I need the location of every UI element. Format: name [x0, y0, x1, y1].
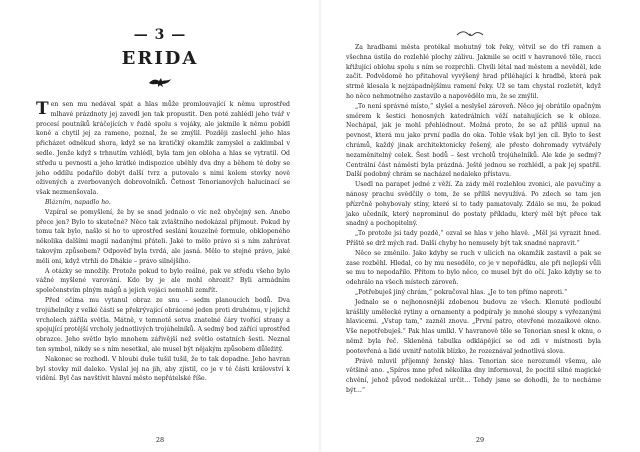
chapter-title: ERIDA	[121, 48, 199, 69]
paragraph: Jednalo se o nejhonosnější zdobenou budovu ze všech. Klenuté podloubí krášlily umělecké rytiny a ornamenty a podpíraly je mnohé sloupy s vyřezanými hlavicemi. „Vstup tam,“ zazněl znovu. „První patro, otevřené mozaikové okno. Vše nepotřebuješ.“ Pak hlas umlkl. V havranově těle se Tenorian snesl k oknu, o němž byla řeč. Skleněná tabulka odklápějící se od zdi v místnosti byla pootevřená a lidé uvnitř natolik blízko, že rozeznával jednotlivá slova.	[346, 298, 601, 355]
page-number: 28	[155, 436, 165, 444]
paragraph: Ten sen mu nedával spát a hlas může promlouvající k němu uprostřed mlhavé prázdnoty jej zavedl jen tak propustit. Den poté zahlédl jeho tvář v procesí poutníků kráčejících v řadě spolu s vojáky, ale jakmile k němu pobídl koně a chytil jej za rameno, poznal, že se zmýlil. Později zaslechl jeho hlas přicházet odněkud shora, když se na kratičký okamžik zamyslel a zaklimbal v sedle. Jenže když s trhnutím vzhlédl, byla tam jen obloha a hlas se vytratil. Od středu u pevnosti a jeho krátké indispozice uběhly dva dny a během té doby se jeho oddílu podařilo dobýt další tvrz a putovalo s nimi kolem stovky nově oživených a zverbovaných dobrovolníků. Četnost Tenorianových halucinací se však nezmenšovala.	[36, 99, 290, 197]
body-text-right	[346, 43, 601, 396]
drop-cap: T	[36, 99, 49, 119]
paragraph: „To protože jsi tady pozdě,“ ozval se hlas v jeho hlavě. „Měl jsi vyrazit hned. Příště se drž mých rad. Další chyby ho nemusely být tak snadné napravit.“	[346, 230, 601, 247]
paragraph: Nakonec se rozhodl. V hloubi duše tušil tušil, že to tak dopadne. Jeho havran byl stovky mil daleko. Vyslal jej na jih, aby zjistil, co je v té části království k vidění. Byl čas navštívit hlavní město nepřátelské říše.	[36, 355, 290, 383]
flourish-icon	[455, 30, 485, 38]
paragraph: Usedl na parapet jedné z věží. Za zády měl rozlehlou zvonici, ale pavučiny a nánosy prachu svědčily o tom, že se příliš nevyužívá. Po zdech se tam jen přízrčně pohybovaly stíny, které si to tady pamatovaly. Zdálo se mu, že pokud jako učedník, který neprominul do postaty příkladu, který měl být přece tak snadný a pochopitelný.	[346, 181, 601, 228]
body-text-left	[36, 100, 290, 384]
paragraph: „To není správné místo,“ slyšel a neslyšel zároveň. Něco jej obrátilo opačným směrem k šestici honosných katedrálních věží natahujících se k obloze. Nechápal, jak je mohl přehlédnout. Možná proto, že se až příliš upnul na pevnost, která mu jako první padla do oka. Tohle však byl jen cíl. Bylo to šest chrámů, každý jinak architektonicky řešený, ale přesto dohromady vytvářely nezaměnitelný celek. Šest bodů – šest vrcholů trojúhelníků. Ale kde je sedmý? Centrální část náměstí byla prázdná. Ještě jednou se rozhlédl, a pak jej spatřil. Další podobný chrám se nacházel nedaleko přístavu.	[346, 102, 601, 179]
paragraph: Za hradbami města protékal mohutný tok řeky, větvil se do tří ramen a všechna ústila do rozlehlé plochy zálivu. Jakmile se ocitl v havranově těle, racci křižující oblohu spolu s ním se rozprchli. Chvíli létal nad městem a nevěděl, kde začít. Podvědomě ho přitahoval vyvýšený hrad přiléhající k hradbě, která pak strmě klesala k nejzápadnějšímu ramení řeky. Už se tam chystal rozletět, když ho něco nehmotného zastavilo a napovědělo mu, že se zmýlil.	[346, 44, 601, 100]
paragraph: Něco se změnilo. Jako kdyby se ruch v ulicích na okamžik zastavil a pak se zase rozběhl. Hledal, co by mu nesedělo, co je v nepořádku, ale při nejlepší vůli se mu to nepodařilo. Přitom to bylo něco, co musel být do očí. Jako kdyby se to odehrálo na všech místech zároveň.	[346, 249, 601, 287]
paragraph: Před očima mu vytanul obraz ze snu – sedm planoucích bodů. Dva trojúhelníky z velké části se překrývající obrácené jeden proti druhému, v jejichž vrcholech zářila světla. Mátně, v temnotě sotva znatelné čáry tvořící strany a spojující protější vrcholy jednotlivých trojúhelníků. A sedmý bod zářící uprostřed obrazce. Jeho světlo bylo mnohem zářivější než světlo ostatních šesti. Neznal ten symbol, nikdy se s ním nesetkal, ale musel být nějakým způsobem důležitý.	[36, 296, 290, 353]
paragraph: Právě mluvil příjemný ženský hlas. Tenorian sice nerozuměl všemu, ale většině ano. „Spíros mne před několika dny informoval, že pocítil silné magické chvění, jehož původ nedokázal určit... Tehdy jsme se dohodli, že to necháme být...“	[346, 357, 601, 394]
paragraph: Vzpíral se pomyšlení, že by se snad jednalo o víc než obyčejný sen. Anebo přece jen? Bylo to skutečné? Něco tak zvláštního nedokázal přijmout. Pokud by tomu tak bylo, našlo si ho to uprostřed seslání kouzelné formule, obklopeného několika dalšími magií nadanými přáteli. Jaké to mělo právo si s ním zahrávat takovým způsobem? Odpověď byla tvrdá, ale jasná. Mělo to stejné právo, jaké měli oni, když vtrhli do Dhákie – právo silnějšího.	[36, 208, 290, 265]
paragraph: „Potřebuješ jiný chrám,“ pokračoval hlas. „Je to ten přímo naproti.“	[355, 288, 568, 296]
chapter-number: — 3 —	[133, 27, 187, 43]
right-page	[320, 0, 640, 452]
paragraph: Blázním, napadlo ho.	[45, 198, 111, 206]
raven-icon	[148, 76, 172, 88]
paragraph: A otázky se množily. Protože pokud to bylo reálné, pak ve středu všeho bylo vážné myšlené varování. Kdo by je ale mohl ohrozit? Byli armádním společenstvím plným mágů a jejich vojáci nemohli zemřít.	[36, 267, 290, 295]
page-number: 29	[475, 436, 485, 444]
